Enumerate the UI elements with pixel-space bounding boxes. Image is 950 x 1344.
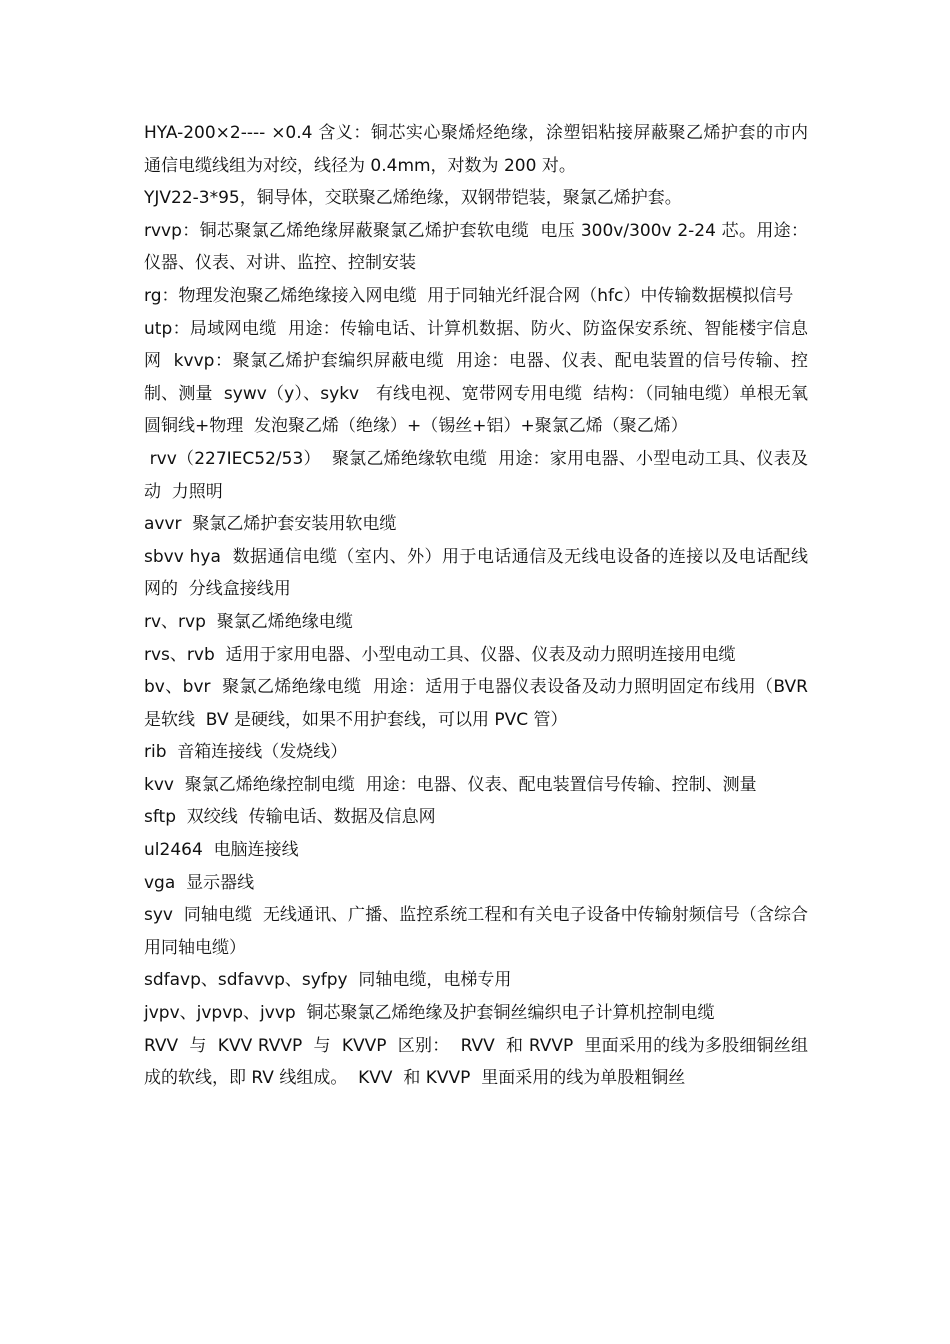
paragraph-rv: rv、rvp 聚氯乙烯绝缘电缆 — [144, 611, 353, 632]
paragraph-rib: rib 音箱连接线（发烧线） — [144, 742, 348, 763]
paragraph-sbvv: sbvv hya 数据通信电缆（室内、外）用于电话通信及无线电设备的连接以及电话配线网的 分线盒接线用 — [144, 546, 808, 600]
paragraph-kvv: kvv 聚氯乙烯绝缘控制电缆 用途：电器、仪表、配电装置信号传输、控制、测量 — [144, 774, 757, 795]
paragraph-rvs: rvs、rvb 适用于家用电器、小型电动工具、仪器、仪表及动力照明连接用电缆 — [144, 644, 736, 665]
paragraph-bv: bv、bvr 聚氯乙烯绝缘电缆 用途：适用于电器仪表设备及动力照明固定布线用（BVR 是软线 BV 是硬线，如果不用护套线，可以用 PVC 管） — [144, 677, 814, 730]
paragraph-rg: rg：物理发泡聚乙烯绝缘接入网电缆 用于同轴光纤混合网（hfc）中传输数据模拟信号 — [144, 285, 794, 306]
paragraph-yjv22: YJV22-3*95，铜导体，交联聚乙烯绝缘，双钢带铠装，聚氯乙烯护套。 — [144, 188, 682, 209]
document-body — [144, 117, 814, 1095]
paragraph-sftp: sftp 双绞线 传输电话、数据及信息网 — [144, 807, 436, 828]
paragraph-syv: syv 同轴电缆 无线通讯、广播、监控系统工程和有关电子设备中传输射频信号（含综合用同轴电缆） — [144, 905, 808, 958]
paragraph-sdfavp: sdfavp、sdfavvp、syfpy 同轴电缆，电梯专用 — [144, 970, 512, 991]
paragraph-ul2464: ul2464 电脑连接线 — [144, 840, 299, 861]
paragraph-rvv-kvv-difference: RVV 与 KVV RVVP 与 KVVP 区别： RVV 和 RVVP 里面采用的线为多股细铜丝组成的软线，即 RV 线组成。 KVV 和 KVVP 里面采用的线为单股粗铜丝 — [144, 1035, 808, 1089]
paragraph-avvr: avvr 聚氯乙烯护套安装用软电缆 — [144, 514, 397, 535]
paragraph-jvpv: jvpv、jvpvp、jvvp 铜芯聚氯乙烯绝缘及护套铜丝编织电子计算机控制电缆 — [144, 1003, 715, 1024]
paragraph-vga: vga 显示器线 — [144, 872, 255, 893]
paragraph-hya: HYA-200×2---- ×0.4 含义：铜芯实心聚烯烃绝缘，涂塑铝粘接屏蔽聚乙烯护套的市内通信电缆线组为对绞，线径为 0.4mm，对数为 200 对。 — [144, 123, 808, 176]
paragraph-utp: utp：局域网电缆 用途：传输电话、计算机数据、防火、防盗保安系统、智能楼宇信息网 kvvp：聚氯乙烯护套编织屏蔽电缆 用途：电器、仪表、配电装置的信号传输、控制、测量 sywv（y）、sykv 有线电视、宽带网专用电缆 结构：（同轴电缆）单根无氧圆铜线+物理 发泡聚乙烯（绝缘）+（锡丝+铝）+聚氯乙烯（聚乙烯） — [144, 318, 808, 437]
paragraph-rvv: rvv（227IEC52/53） 聚氯乙烯绝缘软电缆 用途：家用电器、小型电动工具、仪表及动 力照明 — [144, 448, 809, 502]
paragraph-rvvp: rvvp：铜芯聚氯乙烯绝缘屏蔽聚氯乙烯护套软电缆 电压 300v/300v 2-24 芯。用途：仪器、仪表、对讲、监控、控制安装 — [144, 220, 808, 274]
